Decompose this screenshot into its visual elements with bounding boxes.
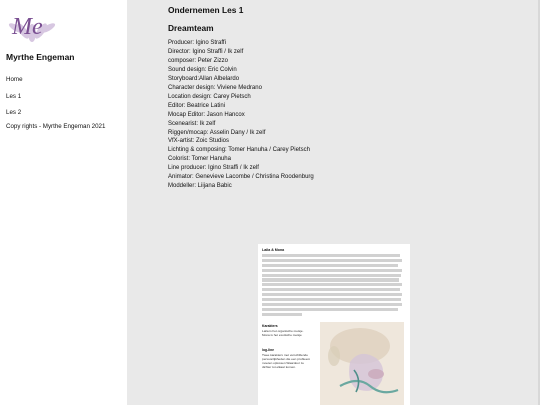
credit-line: Editor: Beatrice Latini: [168, 102, 226, 109]
nav-item-les-1[interactable]: Les 1: [6, 92, 22, 100]
doc-section-logline-text: Twee karakters met verschillende persoonlijkheden die een probleem moeten oplossen Waardoor ze dichter tot elkaar komen.: [262, 353, 311, 369]
credit-line: VfX-artist: Zoic Studios: [168, 138, 230, 145]
nav-item-home[interactable]: Home: [6, 76, 23, 83]
credit-line: Location design: Carey Pietsch: [168, 93, 251, 100]
credit-line: Moddeller: Liijana Babic: [168, 183, 232, 190]
credit-line: Producer: Igino Straffi: [168, 40, 226, 46]
credit-line: Sound design: Eric Colvin: [168, 66, 237, 73]
credit-line: Storyboard:Allan Albelardo: [168, 75, 240, 82]
credit-line: composer: Peter Zizzo: [168, 57, 229, 64]
credit-line: Scenearist: Ik zelf: [168, 120, 216, 127]
main-nav: [6, 72, 23, 122]
copyright-text: Copy rights - Myrthe Engeman 2021: [6, 123, 106, 130]
credit-line: Line producer: Igino Straffi / Ik zelf: [168, 165, 259, 172]
site-title[interactable]: Myrthe Engeman: [6, 52, 75, 62]
nav-item-les-2[interactable]: Les 2: [6, 109, 22, 116]
credit-line: Director: Igino Straffi / Ik zelf: [168, 48, 244, 55]
credit-line: Animator: Genevieve Lacombe / Christina Roodenburg: [168, 174, 314, 181]
document-preview: [258, 244, 410, 405]
character-illustration: [320, 322, 404, 405]
credit-line: Character design: Viviene Medrano: [168, 84, 262, 91]
doc-section-karakters-line-2: Mona is het exotische meisje: [262, 333, 302, 337]
credit-line: Riggen/mocap: Asselin Dany / Ik zelf: [168, 129, 266, 136]
credit-line: Mocap Editor: Jason Hancox: [168, 111, 245, 118]
doc-body-text: [262, 254, 402, 317]
doc-section-logline-title: log-line: [262, 348, 275, 352]
site-logo[interactable]: [6, 6, 58, 42]
credits-list: [168, 39, 314, 191]
page-title: Ondernemen Les 1: [168, 5, 244, 15]
sidebar: [0, 0, 127, 405]
team-title: Dreamteam: [168, 23, 214, 33]
credit-line: Lichting & composing: Tomer Hanuha / Carey Pietsch: [168, 147, 310, 154]
doc-section-karakters-title: Karakters: [262, 324, 278, 328]
credit-line: Colorist: Tomer Hanuha: [168, 156, 231, 163]
logo-text: Me: [12, 14, 43, 40]
doc-section-karakters-line-1: Laila is het organische meisje.: [262, 329, 304, 333]
doc-heading: Laila & Mona: [262, 248, 285, 252]
